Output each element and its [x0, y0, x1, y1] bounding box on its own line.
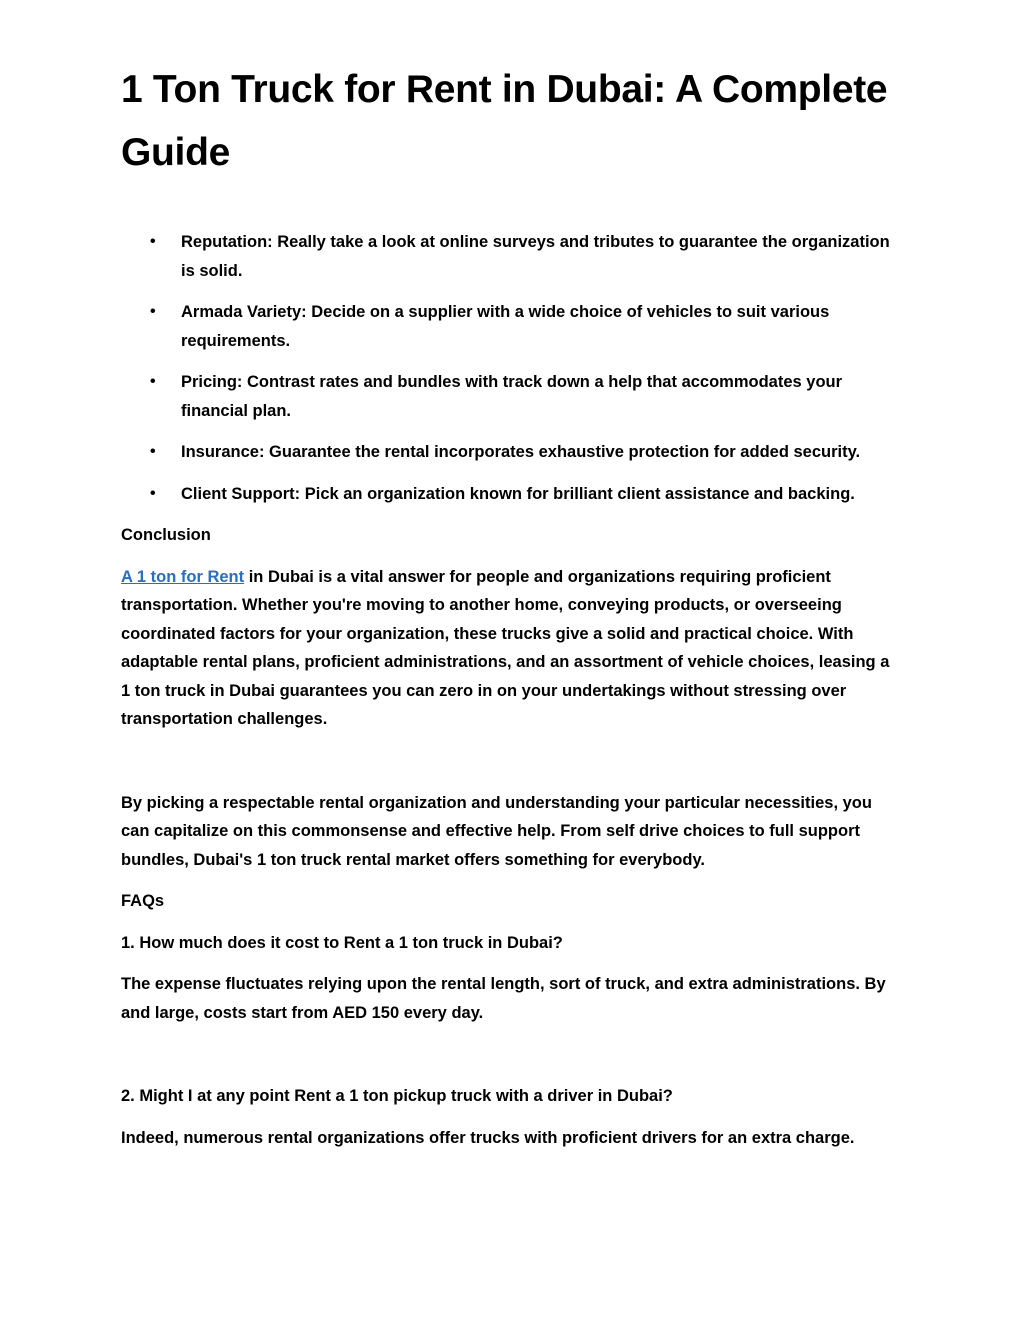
criteria-list — [121, 228, 901, 508]
faq-question-1: 1. How much does it cost to Rent a 1 ton truck in Dubai? — [121, 933, 563, 952]
document-body — [121, 58, 901, 1152]
bullet-icon: • — [150, 373, 156, 390]
conclusion-heading: Conclusion — [121, 526, 211, 544]
faq-question-2: 2. Might I at any point Rent a 1 ton pickup truck with a driver in Dubai? — [121, 1087, 673, 1105]
list-item — [121, 438, 901, 467]
list-item-text: Reputation: Really take a look at online surveys and tributes to guarantee the organization is solid. — [181, 233, 890, 280]
list-item — [121, 298, 901, 355]
bullet-icon: • — [150, 484, 156, 502]
faq-answer-2: Indeed, numerous rental organizations offer trucks with proficient drivers for an extra charge. — [121, 1128, 855, 1147]
page-title: 1 Ton Truck for Rent in Dubai: A Complete Guide — [121, 68, 888, 174]
faq-answer-1: The expense fluctuates relying upon the rental length, sort of truck, and extra administrations. By and large, costs start from AED 150 every day. — [121, 975, 886, 1022]
summary-paragraph: By picking a respectable rental organization and understanding your particular necessities, you can capitalize on this commonsense and effective help. From self drive choices to full support bundles, Dubai's 1 ton truck rental market offers something for everybody. — [121, 793, 872, 869]
list-item — [121, 480, 901, 509]
list-item-text: Client Support: Pick an organization known for brilliant client assistance and backing. — [181, 484, 855, 503]
list-item — [121, 228, 901, 285]
conclusion-paragraph-text: in Dubai is a vital answer for people and organizations requiring proficient transportation. Whether you're moving to another home, conveying products, or overseeing coordinated factors for your organization, these trucks give a solid and practical choice. With adaptable rental plans, proficient administrations, and an assortment of vehicle choices, leasing a 1 ton truck in Dubai guarantees you can zero in on your undertakings without stressing over transportation challenges. — [121, 567, 890, 728]
rent-link[interactable]: A 1 ton for Rent — [121, 567, 245, 586]
faqs-heading: FAQs — [121, 892, 165, 910]
list-item-text: Pricing: Contrast rates and bundles with track down a help that accommodates your financial plan. — [181, 373, 843, 420]
list-item-text: Armada Variety: Decide on a supplier with a wide choice of vehicles to suit various requirements. — [181, 303, 830, 350]
bullet-icon: • — [150, 303, 156, 320]
bullet-icon: • — [150, 443, 156, 460]
list-item-text: Insurance: Guarantee the rental incorporates exhaustive protection for added security. — [181, 443, 861, 461]
list-item — [121, 368, 901, 425]
conclusion-paragraph — [121, 563, 901, 734]
bullet-icon: • — [150, 233, 156, 250]
